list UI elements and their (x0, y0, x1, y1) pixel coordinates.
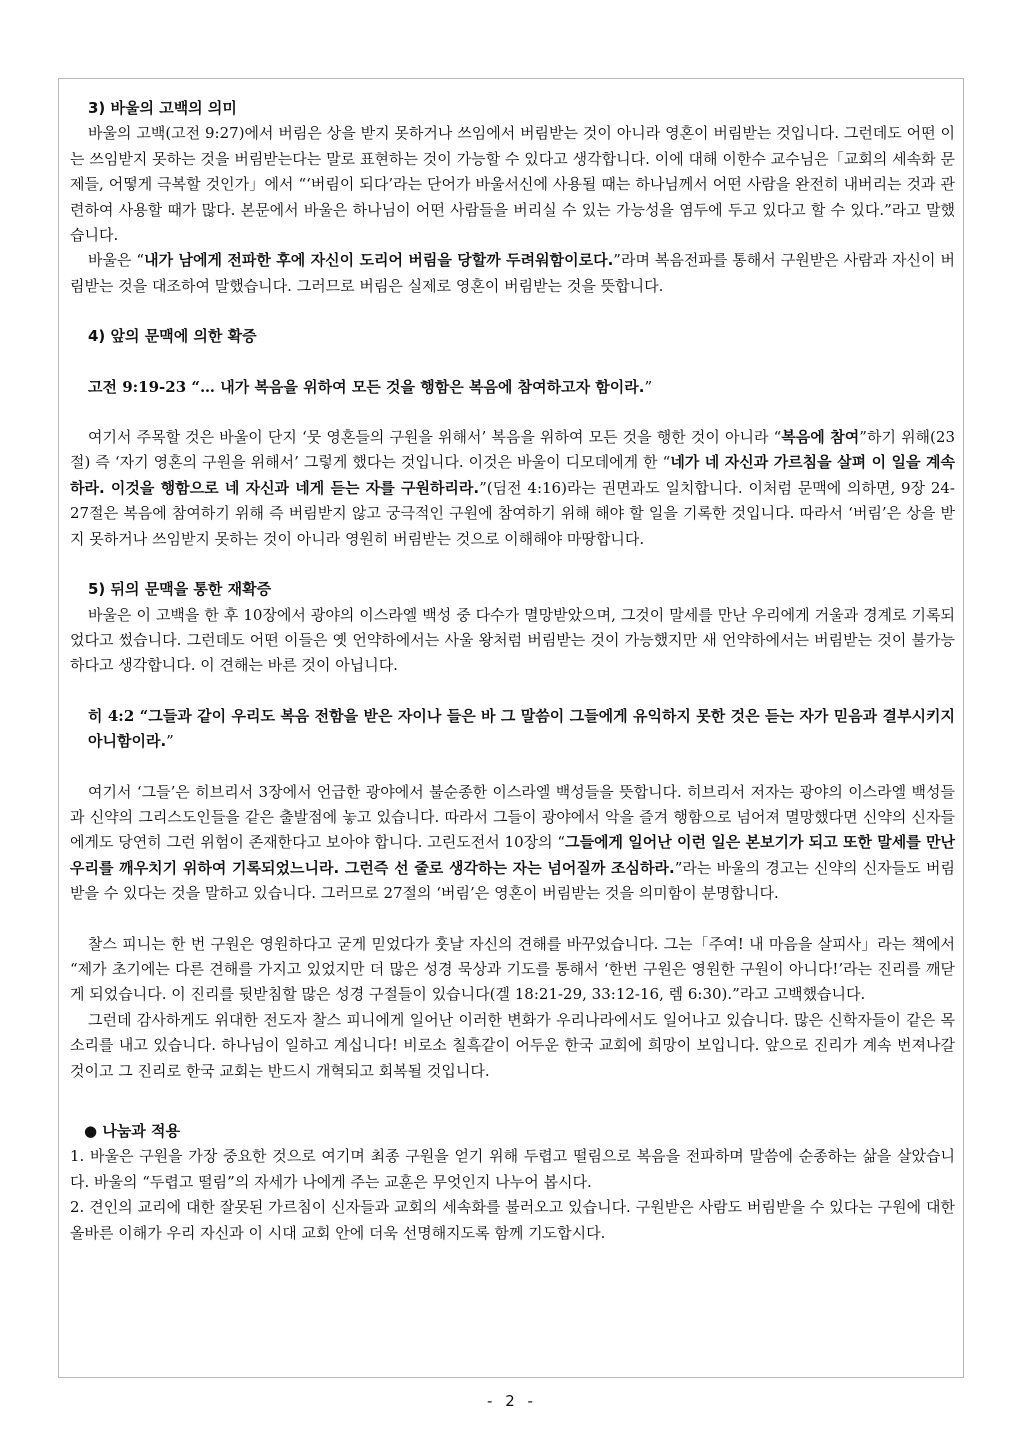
s3-p2-prefix: 바울은 “ (88, 251, 145, 270)
section-3-paragraph-1: 바울의 고백(고전 9:27)에서 버림은 상을 받지 못하거나 쓰임에서 버림받는 것이 아니라 영혼이 버림받는 것입니다. 그런데도 어떤 이는 쓰임받지 못하는 것을 버림받는다는 말로 표현하는 것이 가능할 수 있다고 생각합니다. 이에 대해 이한수 교수님은「교회의 세속화 문제들, 어떻게 극복할 것인가」에서 “‘버림이 되다’라는 단어가 바울서신에 사용될 때는 하나님께서 어떤 사람을 완전히 내버리는 것과 관련하여 사용할 때가 많다. 본문에서 바울은 하나님이 어떤 사람들을 버리실 수 있는 가능성을 염두에 두고 있다고 할 수 있다.”라고 말했습니다. (70, 124, 955, 245)
s5-p2-a: 여기서 ‘그들’은 히브리서 3장에서 언급한 광야에서 불순종한 이스라엘 백성들을 뜻합니다. 히브리서 저자는 광야의 이스라엘 백성들과 신약의 그리스도인들을 같은 출발점에 놓고 있습니다. 따라서 그들이 광야에서 악을 즐겨 행함으로 넘어져 멸망했다면 신약의 신자들에게도 당연히 그런 위험이 존재한다고 보아야 합니다. 고린도전서 10장의 “ (70, 782, 955, 852)
s5-verse-close: ” (166, 732, 174, 751)
section-5-paragraph-3: 찰스 피니는 한 번 구원은 영원하다고 굳게 믿었다가 훗날 자신의 견해를 바꾸었습니다. 그는「주여! 내 마음을 살피사」라는 책에서 “제가 초기에는 다른 견해를 가지고 있었지만 더 많은 성경 묵상과 기도를 통해서 ‘한번 구원은 영원한 구원이 아니다!’라는 진리를 깨닫게 되었습니다. 이 진리를 뒷받침할 많은 성경 구절들이 있습니다(겔 18:21-29, 33:12-16, 렘 6:30).”라고 고백했습니다. (70, 934, 955, 1004)
section-5-verse (70, 704, 955, 755)
section-5-paragraph-2 (70, 780, 955, 907)
s4-verse-close: ” (644, 377, 653, 396)
page-number: - 2 - (487, 1392, 537, 1410)
section-5-paragraph-4: 그런데 감사하게도 위대한 전도자 찰스 피니에게 일어난 이러한 변화가 우리나라에서도 일어나고 있습니다. 많은 신학자들이 같은 목소리를 내고 있습니다. 하나님이 일하고 계십니다! 비로소 칠흑같이 어두운 한국 교회에 희망이 보입니다. 앞으로 진리가 계속 번져나갈 것이고 그 진리로 한국 교회는 반드시 개혁되고 회복될 것입니다. (70, 1010, 955, 1080)
s4-p-a: 여기서 주목할 것은 바울이 단지 ‘뭇 영혼들의 구원을 위해서’ 복음을 위하여 모든 것을 행한 것이 아니라 “ (88, 428, 782, 447)
s4-p-b: ”하기 위해(23절) 즉 ‘자기 영혼의 구원을 위해서’ 그렇게 했다는 것입니다. 이것은 바울이 디모데에게 한 “ (70, 428, 955, 472)
section-4-heading: 4) 앞의 문맥에 의한 확증 (88, 327, 257, 346)
sharing-heading (70, 1119, 955, 1144)
s5-p2-b: ”라는 바울의 경고는 신약의 신자들도 버림받을 수 있다는 것을 말하고 있습니다. 그러므로 27절의 ‘버림’은 영혼이 버림받는 것을 의미함이 분명합니다. (70, 858, 955, 903)
s3-p2-bold-quote: 내가 남에게 전파한 후에 자신이 도리어 버림을 당할까 두려워함이로다. (144, 251, 614, 270)
s5-p2-bold: 그들에게 일어난 이런 일은 본보기가 되고 또한 말세를 만난 우리를 깨우치기 위하여 기록되었느니라. 그런즉 선 줄로 생각하는 자는 넘어질까 조심하라. (70, 833, 955, 877)
s4-p-bold-2: 네가 네 자신과 가르침을 살펴 이 일을 계속하라. 이것을 행함으로 네 자신과 네게 듣는 자를 구원하리라. (70, 453, 955, 497)
sharing-question-1: 1. 바울은 구원을 가장 중요한 것으로 여기며 최종 구원을 얻기 위해 두렵고 떨림으로 복음을 전파하며 말씀에 순종하는 삶을 살았습니다. 바울의 “두렵고 떨림”의 자세가 나에게 주는 교훈은 무엇인지 나누어 봅시다. (70, 1147, 955, 1191)
s3-p2-suffix: ”라며 복음전파를 통해서 구원받은 사람과 자신이 버림받는 것을 대조하여 말했습니다. 그러므로 버림은 실제로 영혼이 버림받는 것을 뜻합니다. (70, 251, 955, 295)
s4-verse-ref: 고전 9:19-23 “… (88, 377, 221, 396)
section-4-paragraph (70, 425, 955, 552)
s5-verse-text: 그들과 같이 우리도 복음 전함을 받은 자이나 들은 바 그 말씀이 그들에게 유익하지 못한 것은 듣는 자가 믿음과 결부시키지 아니함이라. (88, 706, 955, 751)
section-3-heading: 3) 바울의 고백의 의미 (88, 99, 237, 117)
s5-verse-ref: 히 4:2 “ (88, 706, 149, 725)
document-body (70, 96, 955, 1246)
sharing-question-2: 2. 견인의 교리에 대한 잘못된 가르침이 신자들과 교회의 세속화를 불러오고 있습니다. 구원받은 사람도 버림받을 수 있다는 구원에 대한 올바른 이해가 우리 자신과 이 시대 교회 안에 더욱 선명해지도록 함께 기도합시다. (70, 1198, 955, 1242)
s4-p-c: ”(딤전 4:16)라는 권면과도 일치합니다. 이처럼 문맥에 의하면, 9장 24-27절은 복음에 참여하기 위해 즉 버림받지 않고 궁극적인 구원에 참여하기 위해 해야 할 일을 기록한 것입니다. 따라서 ‘버림’은 상을 받지 못하거나 쓰임받지 못하는 것이 아니라 영원히 버림받는 것으로 이해해야 마땅합니다. (70, 478, 955, 548)
section-4-verse (70, 375, 955, 400)
s4-verse-text: 내가 복음을 위하여 모든 것을 행함은 복음에 참여하고자 함이라. (220, 377, 645, 396)
sharing-heading-text: 나눔과 적용 (102, 1122, 181, 1140)
section-5-heading: 5) 뒤의 문맥을 통한 재확증 (88, 580, 272, 599)
bullet-icon: ● (84, 1122, 98, 1140)
s4-p-bold-1: 복음에 참여 (781, 428, 860, 447)
section-3-paragraph-2 (70, 248, 955, 299)
section-5-paragraph-1: 바울은 이 고백을 한 후 10장에서 광야의 이스라엘 백성 중 다수가 멸망받았으며, 그것이 말세를 만난 우리에게 거울과 경계로 기록되었다고 썼습니다. 그런데도 어떤 이들은 옛 언약하에서는 사울 왕처럼 버림받는 것이 가능했지만 새 언약하에서는 버림받는 것이 불가능하다고 생각합니다. 이 견해는 바른 것이 아닙니다. (70, 605, 955, 675)
